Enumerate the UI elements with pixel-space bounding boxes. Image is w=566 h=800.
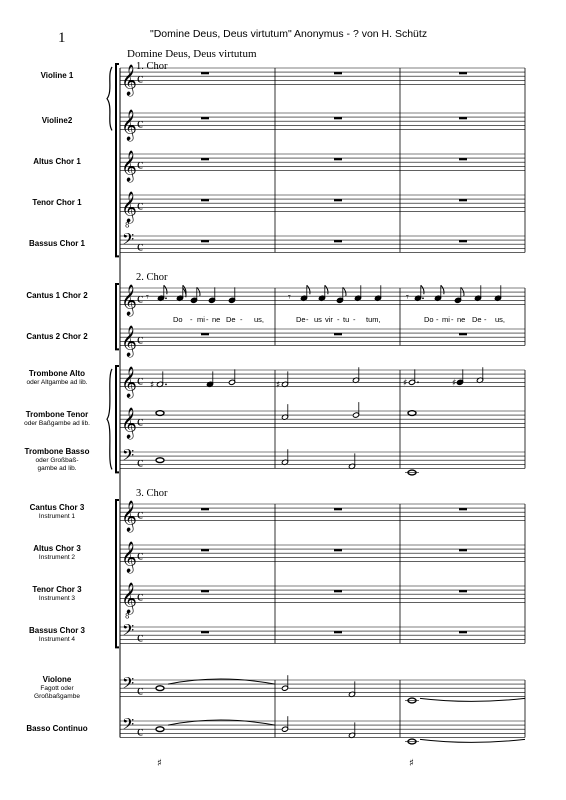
lyric-syllable: - <box>190 315 193 324</box>
note-flag <box>461 287 464 296</box>
sharp-icon: ♯ <box>150 380 155 391</box>
whole-rest <box>459 631 467 633</box>
note-flag <box>164 285 167 294</box>
whole-rest <box>334 72 342 74</box>
common-time-icon: c <box>137 157 144 173</box>
staff-label: Cantus 2 Chor 2 <box>26 332 88 342</box>
whole-rest <box>334 590 342 592</box>
staff-label: Cantus Chor 3 <box>29 503 85 513</box>
treble-clef-icon: 𝄞 <box>121 64 137 96</box>
sharp-icon: ♯ <box>276 380 281 391</box>
whole-rest <box>334 333 342 335</box>
common-time-icon: c <box>137 724 144 740</box>
movement-title: Domine Deus, Deus virtutum <box>127 48 257 60</box>
staff-sublabel: oder Altgambe ad lib. <box>26 379 88 387</box>
whole-rest <box>334 240 342 242</box>
group-bracket <box>116 500 119 647</box>
common-time-icon: c <box>137 414 144 430</box>
lyric-syllable: Do <box>173 315 183 324</box>
whole-note <box>156 727 164 732</box>
whole-rest <box>459 549 467 551</box>
staff-sublabel: oder Baßgambe ad lib. <box>24 420 90 428</box>
choir-3-label: 3. Chor <box>136 488 168 499</box>
figured-bass-sharp: ♯ <box>409 758 414 769</box>
whole-rest <box>201 590 209 592</box>
whole-rest <box>201 240 209 242</box>
whole-note <box>408 411 416 416</box>
whole-rest <box>334 117 342 119</box>
staff-label: Trombone Tenor <box>25 410 89 420</box>
whole-rest <box>459 508 467 510</box>
octave-marker: 8 <box>125 612 130 621</box>
lyric-syllable: - <box>337 315 340 324</box>
lyric-syllable: - <box>240 315 243 324</box>
common-time-icon: c <box>137 332 144 348</box>
staff-label: Bassus Chor 3 <box>28 626 86 636</box>
bass-clef-icon: 𝄢 <box>122 230 135 253</box>
common-time-icon: c <box>137 507 144 523</box>
common-time-icon: c <box>137 71 144 87</box>
lyric-syllable: De <box>226 315 236 324</box>
lyric-syllable: - <box>306 315 309 324</box>
common-time-icon: c <box>137 630 144 646</box>
whole-rest <box>459 158 467 160</box>
lyric-syllable: vir <box>325 315 333 324</box>
augmentation-dot <box>165 383 167 385</box>
lyric-syllable: - <box>436 315 439 324</box>
octave-marker: 8 <box>125 221 130 230</box>
note-flag <box>343 287 346 296</box>
staff-label: Tenor Chor 3 <box>32 585 82 595</box>
staff-label: Violine 1 <box>40 71 74 81</box>
page-number: 1 <box>58 30 66 46</box>
whole-rest <box>201 333 209 335</box>
note-flag <box>197 287 200 296</box>
group-bracket <box>116 64 119 256</box>
staff-label: Violone <box>42 675 72 685</box>
common-time-icon: c <box>137 373 144 389</box>
staff-label: Basso Continuo <box>26 724 88 734</box>
lyric-syllable: De <box>472 315 482 324</box>
augmentation-dot <box>417 381 419 383</box>
lyric-syllable: tu <box>343 315 350 324</box>
treble-clef-icon: 𝄞 <box>121 366 137 398</box>
sharp-icon: ♯ <box>403 378 408 389</box>
whole-rest <box>459 333 467 335</box>
lyric-syllable: us, <box>254 315 265 324</box>
whole-rest <box>459 117 467 119</box>
bass-clef-icon: 𝄢 <box>122 621 135 644</box>
choir-2-label: 2. Chor <box>136 272 168 283</box>
eighth-rest-icon: 𝄾 <box>406 290 409 304</box>
staff-sublabel: gambe ad lib. <box>37 465 77 473</box>
lyric-syllable: mi <box>442 315 450 324</box>
bass-clef-icon: 𝄢 <box>122 715 135 738</box>
staff-brace <box>107 67 112 130</box>
common-time-icon: c <box>137 589 144 605</box>
staff-label: Cantus 1 Chor 2 <box>26 291 88 301</box>
group-bracket <box>116 366 119 472</box>
staff-sublabel: Instrument 1 <box>38 513 76 521</box>
note-flag <box>325 285 328 294</box>
choir-1-label: 1. Chor <box>136 61 168 72</box>
whole-rest <box>201 631 209 633</box>
lyric-syllable: us, <box>495 315 506 324</box>
note-flag <box>441 285 444 294</box>
common-time-icon: c <box>137 198 144 214</box>
staff-sublabel: Instrument 4 <box>38 636 76 644</box>
common-time-icon: c <box>137 116 144 132</box>
bass-clef-icon: 𝄢 <box>122 446 135 469</box>
staff-brace <box>107 369 112 469</box>
sharp-icon: ♯ <box>452 378 457 389</box>
whole-note <box>156 686 164 691</box>
note-flag <box>307 285 310 294</box>
whole-rest <box>334 631 342 633</box>
lyric-syllable: ne <box>212 315 221 324</box>
whole-rest <box>334 508 342 510</box>
whole-rest <box>334 158 342 160</box>
lyric-syllable: mi <box>197 315 205 324</box>
staff-label: Trombone Alto <box>28 369 86 379</box>
staff-label: Trombone Basso <box>24 447 90 457</box>
note-flag <box>421 285 424 294</box>
staff-sublabel: Fagott oder <box>40 685 74 693</box>
lyric-syllable: - <box>484 315 487 324</box>
staff-sublabel: Großbaßgambe <box>34 693 80 701</box>
common-time-icon: c <box>137 455 144 471</box>
lyric-syllable: ne <box>457 315 466 324</box>
lyric-syllable: us <box>314 315 322 324</box>
group-bracket <box>116 284 119 349</box>
staff-label: Altus Chor 1 <box>33 157 81 167</box>
staff-label: Bassus Chor 1 <box>28 239 86 249</box>
treble-clef-icon: 𝄞 <box>121 325 137 357</box>
augmentation-dot <box>422 297 424 299</box>
lyric-syllable: tum, <box>366 315 381 324</box>
treble-clef-icon: 𝄞 <box>121 109 137 141</box>
treble-clef-icon: 𝄞 <box>121 582 137 614</box>
whole-rest <box>201 549 209 551</box>
treble-clef-icon: 𝄞 <box>121 150 137 182</box>
augmentation-dot <box>165 297 167 299</box>
treble-clef-icon: 𝄞 <box>121 500 137 532</box>
eighth-rest-icon: 𝄾 <box>146 290 149 304</box>
whole-rest <box>201 117 209 119</box>
score-header: "Domine Deus, Deus virtutum" Anonymus - ? von H. Schütz <box>150 28 428 40</box>
tie <box>420 698 525 701</box>
whole-rest <box>201 199 209 201</box>
common-time-icon: c <box>137 291 144 307</box>
whole-rest <box>201 158 209 160</box>
treble-clef-icon: 𝄞 <box>121 541 137 573</box>
staff-label: Tenor Chor 1 <box>32 198 82 208</box>
whole-rest <box>459 240 467 242</box>
treble-clef-icon: 𝄞 <box>121 284 137 316</box>
common-time-icon: c <box>137 683 144 699</box>
whole-rest <box>201 72 209 74</box>
lyric-syllable: Do <box>424 315 434 324</box>
lyric-syllable: De <box>296 315 306 324</box>
lyric-syllable: - <box>206 315 209 324</box>
staff-sublabel: Instrument 3 <box>38 595 76 603</box>
whole-note <box>156 458 164 463</box>
staff-label: Violine2 <box>41 116 73 126</box>
staff-sublabel: Instrument 2 <box>38 554 76 562</box>
lyric-syllable: - <box>451 315 454 324</box>
whole-rest <box>201 508 209 510</box>
staff-sublabel: oder Großbaß- <box>35 457 79 465</box>
whole-rest <box>459 72 467 74</box>
whole-rest <box>334 199 342 201</box>
staff-label: Altus Chor 3 <box>33 544 81 554</box>
bass-clef-icon: 𝄢 <box>122 674 135 697</box>
common-time-icon: c <box>137 548 144 564</box>
whole-rest <box>334 549 342 551</box>
figured-bass-sharp: ♯ <box>157 758 162 769</box>
treble-clef-icon: 𝄞 <box>121 191 137 223</box>
lyric-syllable: - <box>353 315 356 324</box>
tie <box>420 739 525 742</box>
whole-rest <box>459 590 467 592</box>
whole-note <box>156 411 164 416</box>
eighth-rest-icon: 𝄾 <box>288 290 291 304</box>
treble-clef-icon: 𝄞 <box>121 407 137 439</box>
common-time-icon: c <box>137 239 144 255</box>
whole-rest <box>459 199 467 201</box>
